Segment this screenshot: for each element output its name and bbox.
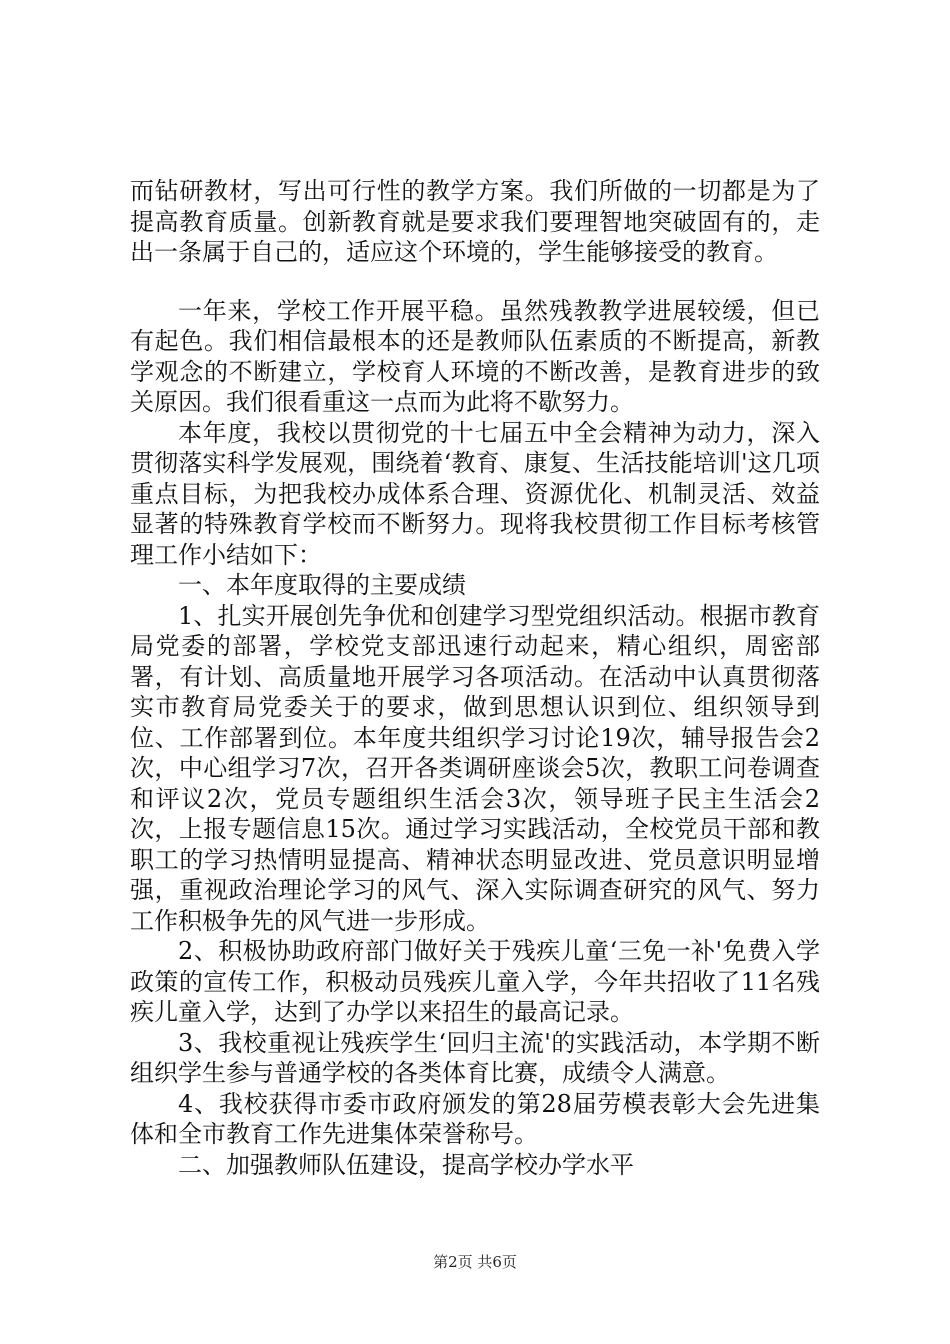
section-heading-teachers: 二、加强教师队伍建设，提高学校办学水平 bbox=[178, 1150, 634, 1179]
page-number-footer: 第2页 共6页 bbox=[433, 1253, 517, 1271]
section-heading-achievements: 一、本年度取得的主要成绩 bbox=[178, 571, 466, 599]
document-body bbox=[130, 176, 820, 1180]
paragraph-item-4: 4、我校获得市委市政府颁发的第28届劳模表彰大会先进集体和全市教育工作先进集体荣誉称号。 bbox=[130, 1089, 820, 1148]
paragraph-continuation: 而钻研教材，写出可行性的教学方案。我们所做的一切都是为了提高教育质量。创新教育就是要求我们要理智地突破固有的，走出一条属于自己的，适应这个环境的，学生能够接受的教育。 bbox=[130, 177, 820, 266]
paragraph-item-3: 3、我校重视让残疾学生‘回归主流'的实践活动，本学期不断组织学生参与普通学校的各类体育比赛，成绩令人满意。 bbox=[130, 1028, 820, 1087]
paragraph-item-2: 2、积极协助政府部门做好关于残疾儿童‘三免一补'免费入学政策的宣传工作，积极动员残疾儿童入学，今年共招收了11名残疾儿童入学，达到了办学以来招生的最高记录。 bbox=[130, 937, 820, 1026]
paragraph-item-1: 1、扎实开展创先争优和创建学习型党组织活动。根据市教育局党委的部署，学校党支部迅速行动起来，精心组织，周密部署，有计划、高质量地开展学习各项活动。在活动中认真贯彻落实市教育局党委关于的要求，做到思想认识到位、组织领导到位、工作部署到位。本年度共组织学习讨论19次，辅导报告会2次，中心组学习7次，召开各类调研座谈会5次，教职工问卷调查和评议2次，党员专题组织生活会3次，领导班子民主生活会2次，上报专题信息15次。通过学习实践活动，全校党员干部和教职工的学习热情明显提高、精神状态明显改进、党员意识明显增强，重视政治理论学习的风气、深入实际调查研究的风气、努力工作积极争先的风气进一步形成。 bbox=[130, 601, 820, 935]
paragraph-year-summary: 一年来，学校工作开展平稳。虽然残教教学进展较缓，但已有起色。我们相信最根本的还是教师队伍素质的不断提高，新教学观念的不断建立，学校育人环境的不断改善，是教育进步的致关原因。我们很看重这一点而为此将不歇努力。 bbox=[130, 296, 820, 416]
paragraph-annual-intro: 本年度，我校以贯彻党的十七届五中全会精神为动力，深入贯彻落实科学发展观，围绕着‘教育、康复、生活技能培训'这几项重点目标，为把我校办成体系合理、资源优化、机制灵活、效益显著的特殊教育学校而不断努力。现将我校贯彻工作目标考核管理工作小结如下： bbox=[130, 418, 820, 569]
